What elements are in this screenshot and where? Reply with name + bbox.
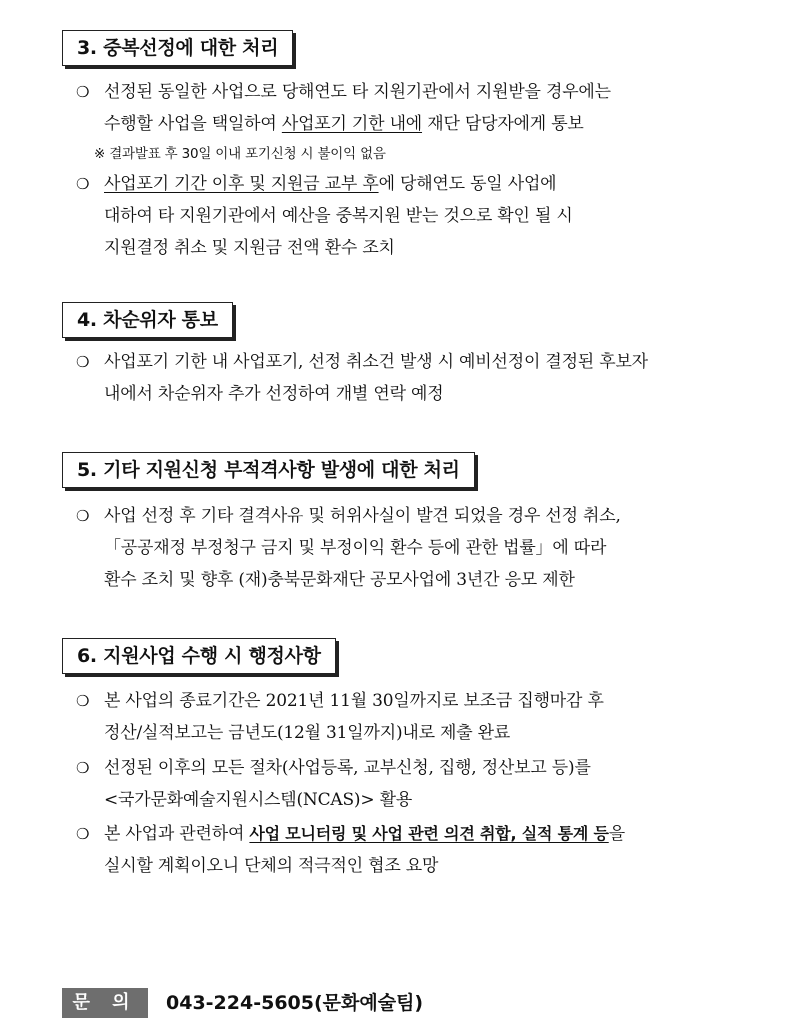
bullet-icon: ❍ <box>76 825 90 843</box>
bullet-icon: ❍ <box>76 83 90 101</box>
section-3-title: 3. 중복선정에 대한 처리 <box>62 30 293 66</box>
section-3-note: ※ 결과발표 후 30일 이내 포기신청 시 불이익 없음 <box>94 146 386 162</box>
text-line: 내에서 차순위자 추가 선정하여 개별 연락 예정 <box>104 384 444 404</box>
text-line: 선정된 이후의 모든 절차(사업등록, 교부신청, 집행, 정산보고 등)를 <box>104 758 591 778</box>
section-6-item-3 <box>74 818 754 882</box>
bullet-icon: ❍ <box>76 353 90 371</box>
text-line: <국가문화예술지원시스템(NCAS)> 활용 <box>104 790 413 810</box>
section-4-title: 4. 차순위자 통보 <box>62 302 233 338</box>
contact-label: 문 의 <box>62 988 148 1018</box>
section-6-item-1 <box>74 685 754 749</box>
text-line: 지원결정 취소 및 지원금 전액 환수 조치 <box>104 238 395 258</box>
text-line: 본 사업의 종료기간은 2021년 11월 30일까지로 보조금 집행마감 후 <box>104 691 604 711</box>
contact-phone: 043-224-5605(문화예술팀) <box>166 992 424 1014</box>
text-line: 환수 조치 및 향후 (재)충북문화재단 공모사업에 3년간 응모 제한 <box>104 570 575 590</box>
text-line: 사업포기 기간 이후 및 지원금 교부 후에 당해연도 동일 사업에 <box>104 174 557 194</box>
text-line: 사업포기 기한 내 사업포기, 선정 취소건 발생 시 예비선정이 결정된 후보자 <box>104 352 648 372</box>
section-5-item-1 <box>74 500 754 596</box>
bullet-icon: ❍ <box>76 175 90 193</box>
text-line: 「공공재정 부정청구 금지 및 부정이익 환수 등에 관한 법률」에 따라 <box>104 538 607 558</box>
bullet-icon: ❍ <box>76 692 90 710</box>
text-line: 사업 선정 후 기타 결격사유 및 허위사실이 발견 되었을 경우 선정 취소, <box>104 506 621 526</box>
text-line: 수행할 사업을 택일하여 사업포기 기한 내에 재단 담당자에게 통보 <box>104 114 584 134</box>
text-line: 본 사업과 관련하여 사업 모니터링 및 사업 관련 의견 취합, 실적 통계 등을 <box>104 824 625 844</box>
text-line: 선정된 동일한 사업으로 당해연도 타 지원기관에서 지원받을 경우에는 <box>104 82 611 102</box>
bold-underlined-text: 사업 모니터링 및 사업 관련 의견 취합, 실적 통계 등 <box>249 824 609 843</box>
section-3-item-1 <box>74 76 754 140</box>
bullet-icon: ❍ <box>76 507 90 525</box>
underlined-text: 사업포기 기한 내에 <box>281 114 423 134</box>
underlined-text: 사업포기 기간 이후 및 지원금 교부 후 <box>104 174 379 194</box>
section-4-item-1 <box>74 346 754 410</box>
bullet-icon: ❍ <box>76 759 90 777</box>
section-6-title: 6. 지원사업 수행 시 행정사항 <box>62 638 336 674</box>
text-line: 정산/실적보고는 금년도(12월 31일까지)내로 제출 완료 <box>104 723 511 743</box>
text-line: 실시할 계획이오니 단체의 적극적인 협조 요망 <box>104 856 439 876</box>
text-line: 대하여 타 지원기관에서 예산을 중복지원 받는 것으로 확인 될 시 <box>104 206 573 226</box>
section-3-item-2 <box>74 168 754 264</box>
section-5-title: 5. 기타 지원신청 부적격사항 발생에 대한 처리 <box>62 452 475 488</box>
section-6-item-2 <box>74 752 754 816</box>
